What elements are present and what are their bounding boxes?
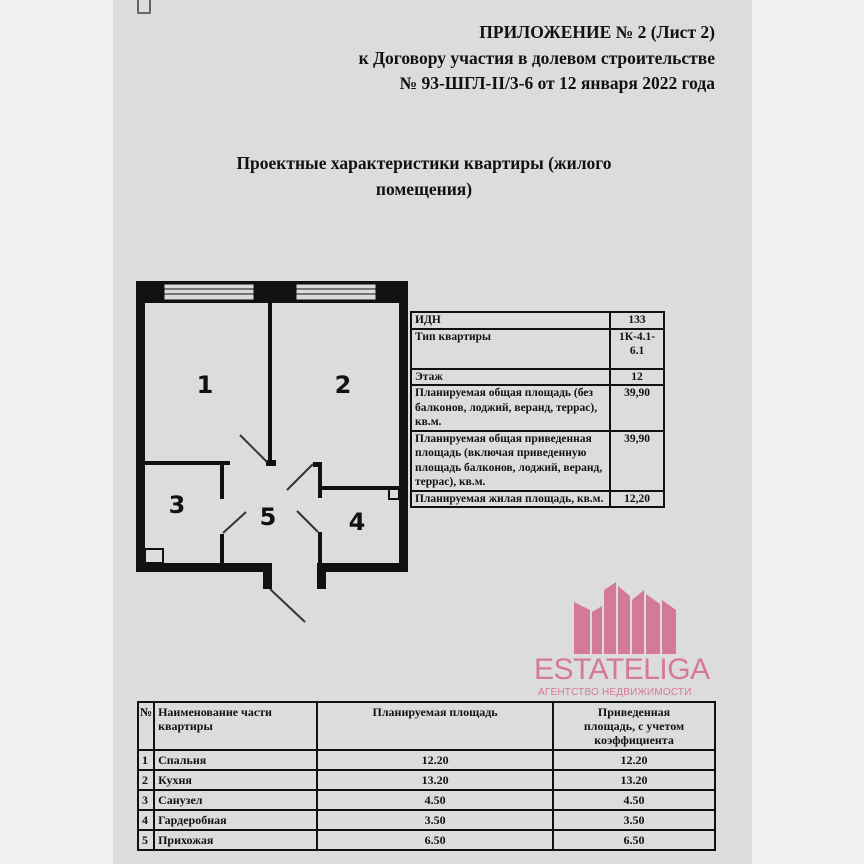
header-planned-area: Планируемая площадь xyxy=(317,702,553,750)
info-label: Тип квартиры xyxy=(411,329,610,369)
info-label: Планируемая общая приведенная площадь (включая приведенную площадь балконов, лоджий, веранд, террас), кв.м. xyxy=(411,431,610,491)
cell: 4.50 xyxy=(553,790,715,810)
cell: 3.50 xyxy=(317,810,553,830)
cell: 12.20 xyxy=(553,750,715,770)
info-value: 1К-4.1-6.1 xyxy=(610,329,664,369)
header-reduced-area: Приведенная площадь, с учетом коэффициента xyxy=(553,702,715,750)
wall-left xyxy=(136,281,145,572)
cell: 4 xyxy=(138,810,154,830)
info-value: 39,90 xyxy=(610,385,664,431)
section-title-line1: Проектные характеристики квартиры (жилого xyxy=(236,153,612,173)
room-label-3: 3 xyxy=(168,491,186,519)
info-label: Планируемая общая площадь (без балконов, лоджий, веранд, террас), кв.м. xyxy=(411,385,610,431)
info-label: Планируемая жилая площадь, кв.м. xyxy=(411,491,610,508)
info-label: Этаж xyxy=(411,369,610,386)
cell: Спальня xyxy=(154,750,317,770)
watermark-tagline: АГЕНТСТВО НЕДВИЖИМОСТИ xyxy=(538,687,692,698)
cell: 12.20 xyxy=(317,750,553,770)
info-value: 133 xyxy=(610,312,664,329)
table-row xyxy=(411,491,664,508)
cell: Санузел xyxy=(154,790,317,810)
cell: Гардеробная xyxy=(154,810,317,830)
cell: 3.50 xyxy=(553,810,715,830)
table-row xyxy=(138,790,715,810)
room-label-4: 4 xyxy=(348,508,366,536)
watermark-logo-icon xyxy=(572,582,682,656)
contract-reference: к Договору участия в долевом строительстве xyxy=(358,48,715,68)
info-value: 12,20 xyxy=(610,491,664,508)
room-label-2: 2 xyxy=(334,371,352,399)
cell: 3 xyxy=(138,790,154,810)
info-value: 12 xyxy=(610,369,664,386)
section-title-line2: помещения) xyxy=(375,179,473,199)
table-row xyxy=(411,369,664,386)
wall-bottom-left xyxy=(136,563,267,572)
table-row xyxy=(411,329,664,369)
table-row xyxy=(138,770,715,790)
cell: 13.20 xyxy=(317,770,553,790)
table-row xyxy=(411,312,664,329)
table-row xyxy=(411,431,664,491)
table-row xyxy=(138,810,715,830)
table-row xyxy=(411,385,664,431)
table-row xyxy=(138,750,715,770)
window-2 xyxy=(296,284,376,300)
header-number: № xyxy=(138,702,154,750)
wall-bottom-right xyxy=(322,563,408,572)
apartment-info-table xyxy=(410,311,665,508)
table-header-row xyxy=(138,702,715,750)
rooms-table xyxy=(137,701,716,851)
cell: 4.50 xyxy=(317,790,553,810)
cell: 6.50 xyxy=(553,830,715,850)
cell: 13.20 xyxy=(553,770,715,790)
header-name: Наименование части квартиры xyxy=(154,702,317,750)
wall-right xyxy=(399,281,408,572)
cell: 1 xyxy=(138,750,154,770)
table-row xyxy=(138,830,715,850)
cell: Прихожая xyxy=(154,830,317,850)
cell: 6.50 xyxy=(317,830,553,850)
contract-number: № 93-ШГЛ-II/3-6 от 12 января 2022 года xyxy=(399,73,715,93)
info-value: 39,90 xyxy=(610,431,664,491)
info-label: ИДН xyxy=(411,312,610,329)
cell: Кухня xyxy=(154,770,317,790)
room-label-5: 5 xyxy=(259,503,277,531)
watermark-brand: ESTATELIGA xyxy=(534,653,710,686)
cell: 2 xyxy=(138,770,154,790)
window-1 xyxy=(164,284,254,300)
cell: 5 xyxy=(138,830,154,850)
room-label-1: 1 xyxy=(196,371,214,399)
appendix-title: ПРИЛОЖЕНИЕ № 2 (Лист 2) xyxy=(479,22,715,42)
